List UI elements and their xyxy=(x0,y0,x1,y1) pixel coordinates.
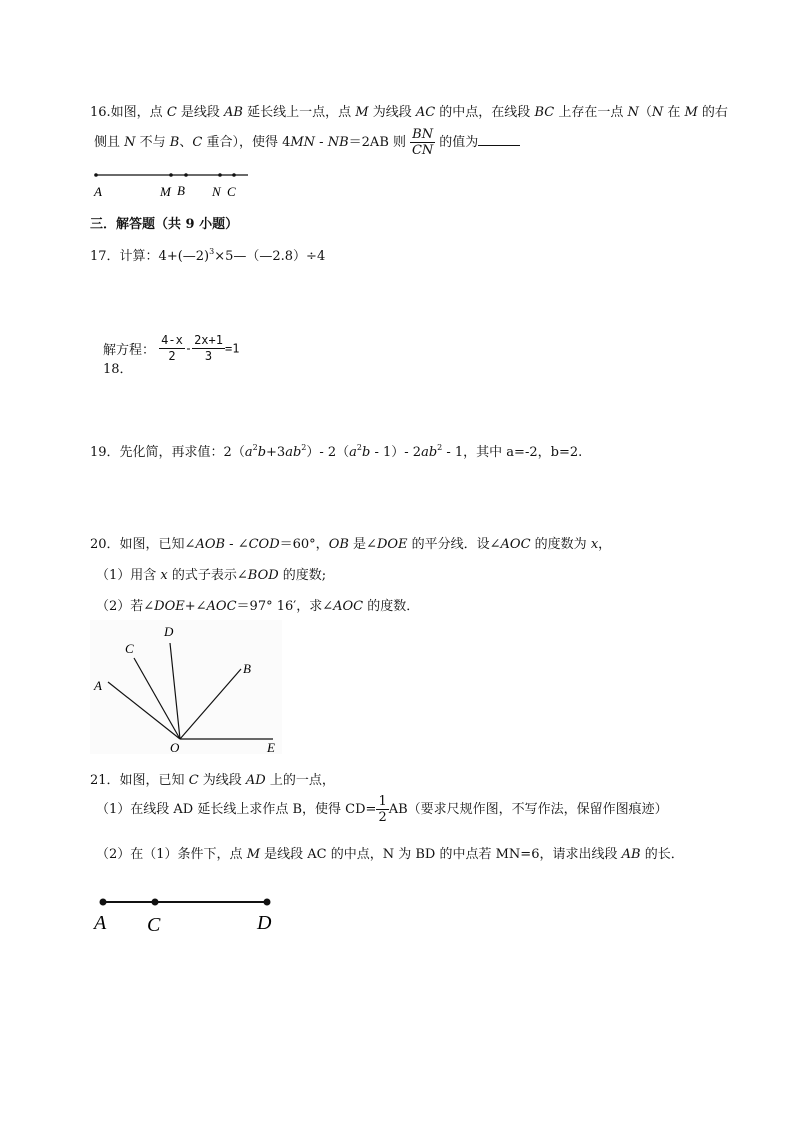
label-b: B xyxy=(243,661,251,676)
q16-line1: 16.如图，点 C 是线段 AB 延长线上一点，点 M 为线段 AC 的中点，在线段 BC 上存在一点 N（N 在 M 的右 xyxy=(90,105,728,120)
label-d: D xyxy=(164,624,174,639)
point-c xyxy=(232,173,236,177)
q21-figure xyxy=(88,890,288,940)
q18-number: 18． xyxy=(103,362,133,377)
q18-fraction-1: $\frac{4-x}{2}$ xyxy=(161,333,183,363)
q18-equation: 解方程： $\frac{4-x}{2}$ - $\frac{2x+1}{3}$ =1 xyxy=(103,333,240,363)
point-a xyxy=(94,173,98,177)
q20-part1: （1）用含 x 的式子表示∠BOD 的度数; xyxy=(96,568,327,583)
label-a: A xyxy=(94,678,102,693)
label-o: O xyxy=(170,740,180,755)
q16-line2: 侧且 N 不与 B、C 重合），使得 4MN - NB＝2AB 则 $\frac{BN}{CN}$ 的值为 xyxy=(94,127,520,158)
label-c: C xyxy=(125,641,134,656)
q21-part1: （1）在线段 AD 延长线上求作点 B，使得 CD= $\frac{1}{2}$ AB（要求尺规作图，不写作法，保留作图痕迹） xyxy=(96,794,668,825)
q21-fraction: $\frac{1}{2}$ xyxy=(378,794,387,825)
label-m: M xyxy=(160,184,171,199)
label-c: C xyxy=(147,914,161,936)
label-n: N xyxy=(212,184,221,199)
q20-part2: （2）若∠DOE+∠AOC＝97° 16′，求∠AOC 的度数． xyxy=(96,599,420,614)
label-a: A xyxy=(94,184,102,199)
q20-angle-figure xyxy=(88,618,288,758)
q17: 17．计算：4+(—2)$^3$×5—（—2.8）÷4 xyxy=(90,247,326,264)
label-b: B xyxy=(177,183,185,198)
point-c xyxy=(152,899,159,906)
figure-background xyxy=(90,620,282,754)
q18-fraction-2: $\frac{2x+1}{3}$ xyxy=(194,333,223,363)
point-a xyxy=(100,899,107,906)
q21-line1: 21．如图，已知 C 为线段 AD 上的一点， xyxy=(90,773,335,788)
point-n xyxy=(218,173,222,177)
point-b xyxy=(184,173,188,177)
label-e: E xyxy=(267,740,275,755)
section-title: 三．解答题（共 9 小题） xyxy=(90,217,239,232)
q16-fraction: $\frac{BN}{CN}$ xyxy=(411,127,434,158)
q19: 19．先化简，再求值：$2(a^2b+3ab^2)-$ $2(a^2b - 1)-$ $2ab^2 - 1$，其中 a=-2，b=2. xyxy=(90,443,583,460)
q16-figure xyxy=(88,166,258,200)
label-c: C xyxy=(227,184,236,199)
answer-blank[interactable] xyxy=(478,133,520,146)
label-a: A xyxy=(94,912,107,934)
label-d: D xyxy=(257,912,272,934)
point-m xyxy=(169,173,173,177)
q21-part2: （2）在（1）条件下，点 M 是线段 AC 的中点，N 为 BD 的中点若 MN=6，请求出线段 AB 的长． xyxy=(96,847,684,862)
point-d xyxy=(264,899,271,906)
q20-line1: 20．如图，已知∠AOB - ∠COD＝60°，OB 是∠DOE 的平分线．设∠AOC 的度数为 x， xyxy=(90,537,612,552)
